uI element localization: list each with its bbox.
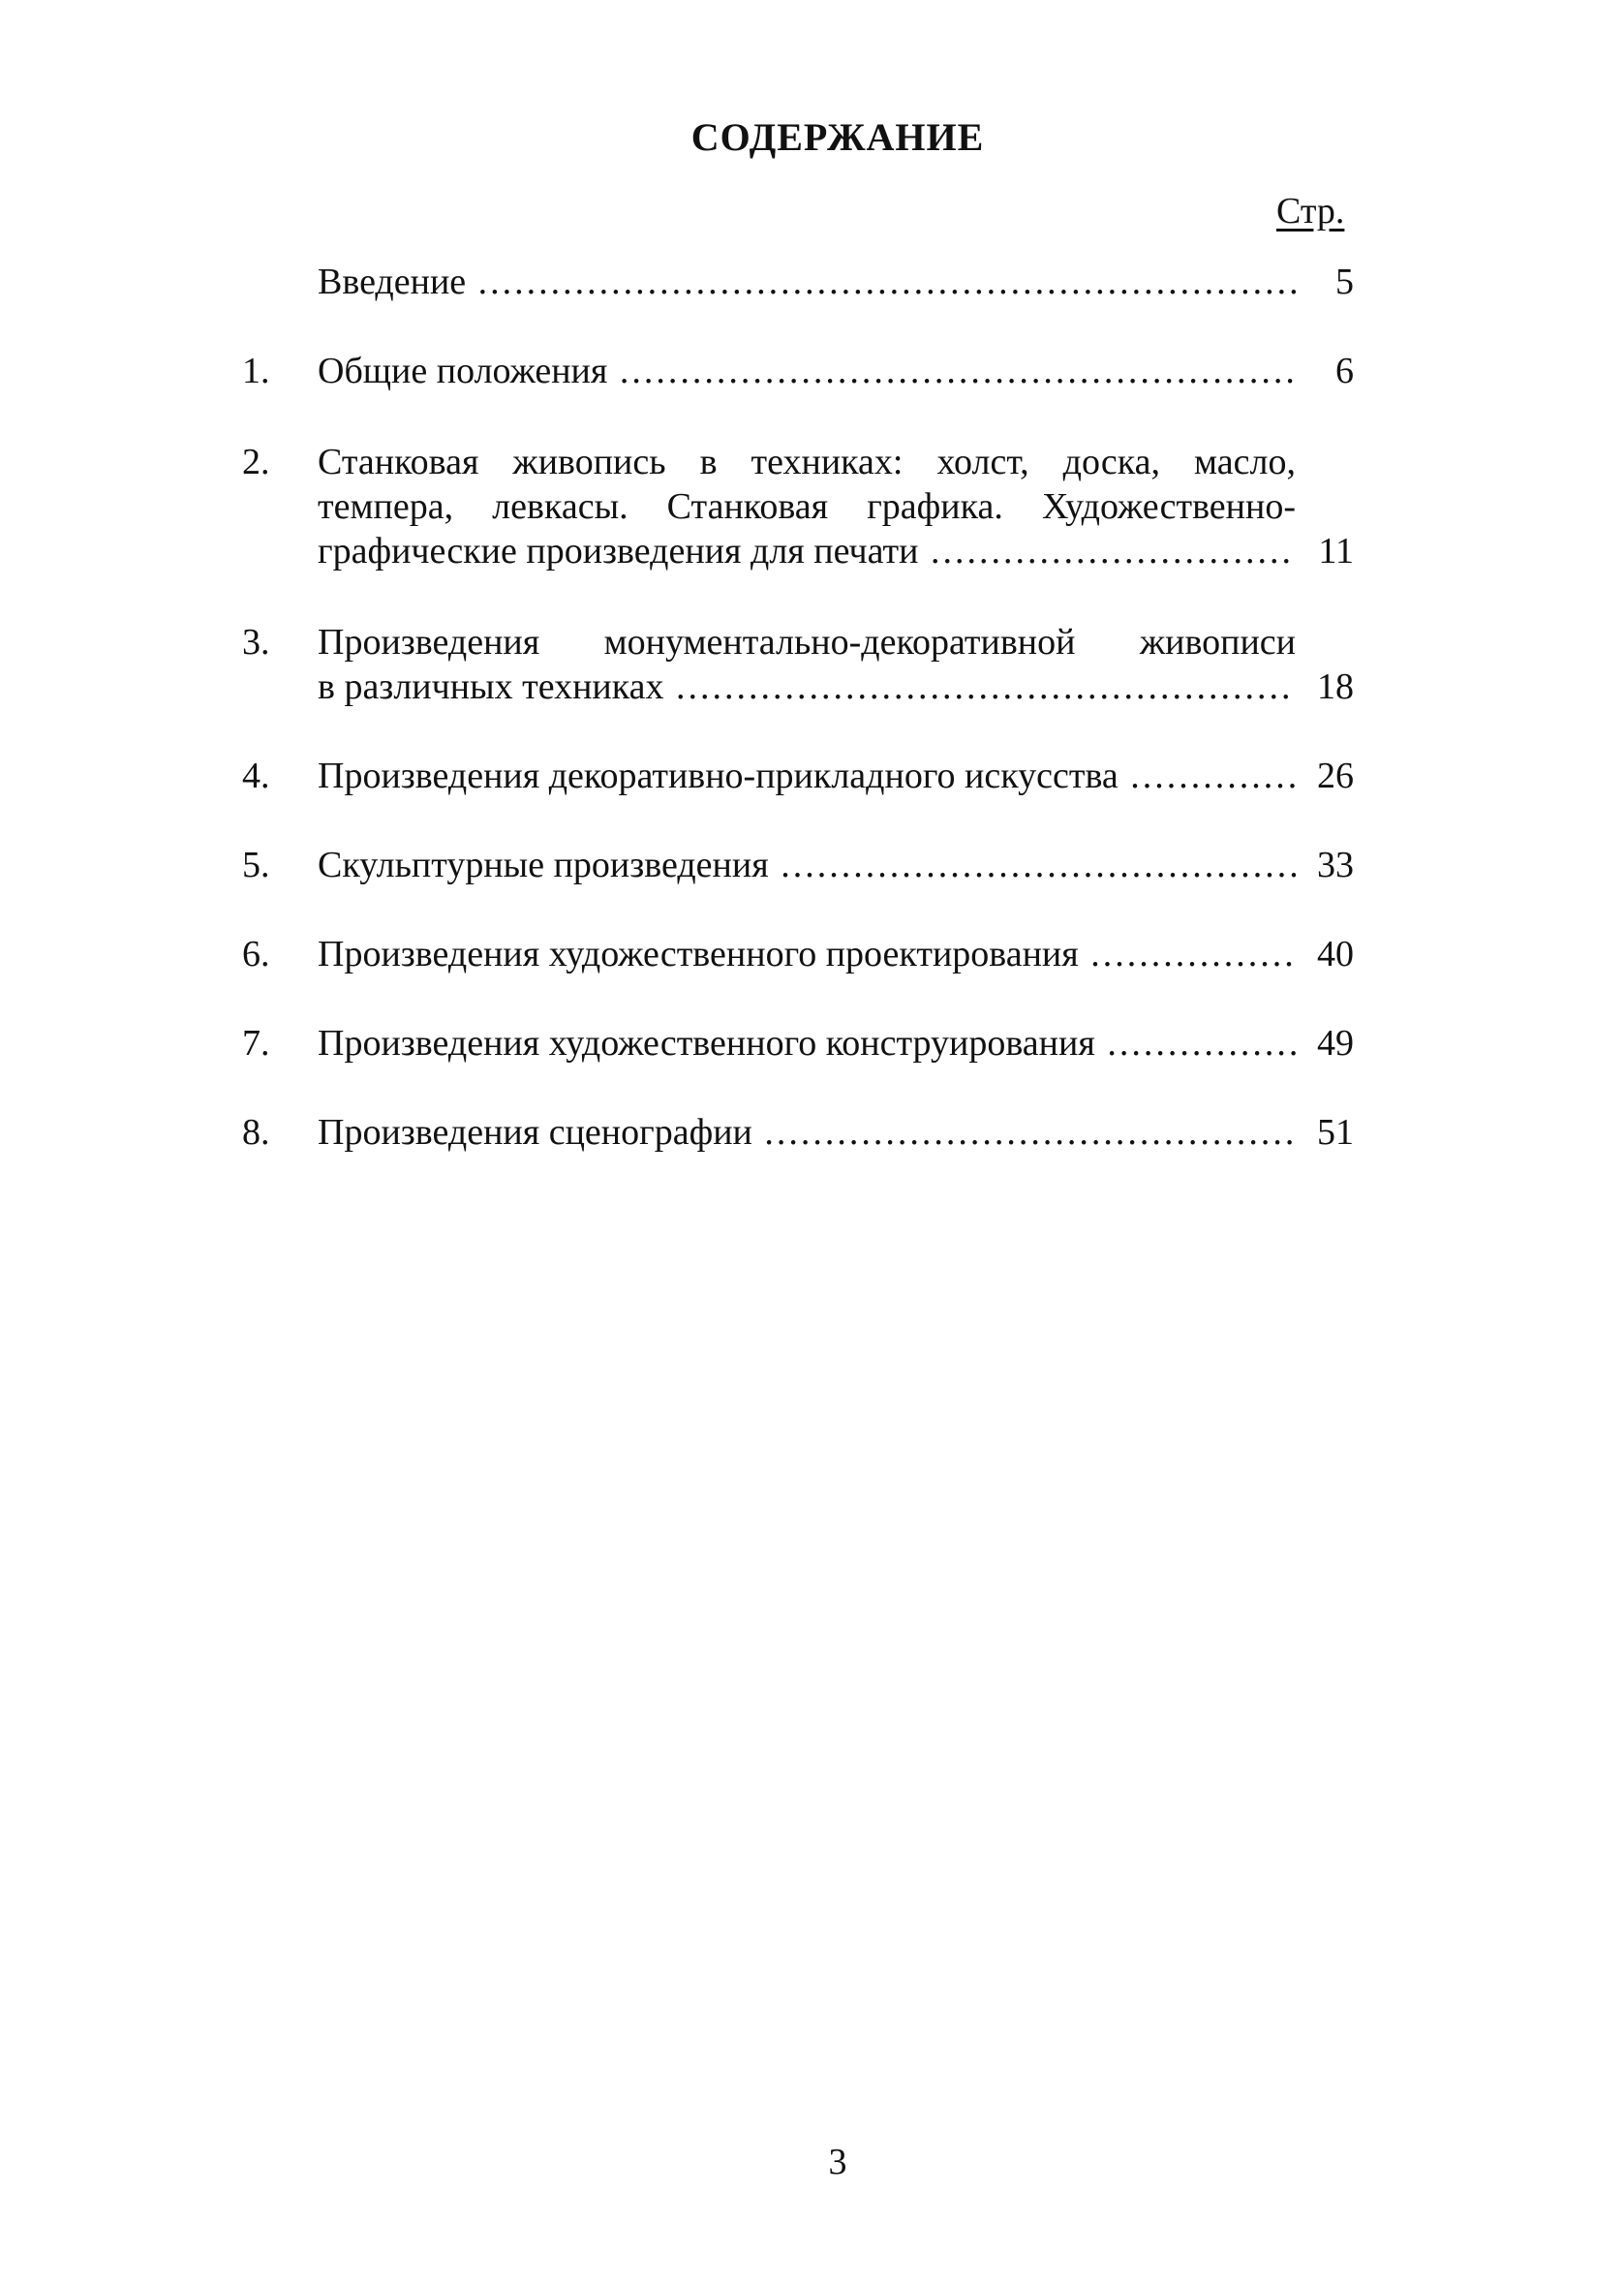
toc-entry-line: Станковая живопись в техниках: холст, доска, масло, — [318, 442, 1296, 482]
page-column-header: Стр. — [1276, 191, 1345, 232]
toc-entry-page: 51 — [1317, 1112, 1354, 1153]
toc-entry-number: 1. — [242, 351, 270, 391]
toc-entry-title — [318, 843, 1296, 887]
toc-entry-number: 6. — [242, 934, 270, 974]
toc-entry-number: 2. — [242, 442, 270, 482]
toc-entry-line: Произведения сценографии ..... — [318, 1110, 1296, 1155]
toc-entry-line: Общие положения ..... — [318, 349, 1296, 393]
toc-entry-page: 5 — [1335, 262, 1354, 302]
toc-entry-page: 6 — [1335, 351, 1354, 391]
page-title: СОДЕРЖАНИЕ — [690, 115, 985, 159]
toc-entry-number: 7. — [242, 1023, 270, 1064]
toc-entry-page: 33 — [1317, 845, 1354, 885]
toc-entry-title — [318, 1021, 1296, 1066]
toc-entry-title — [318, 754, 1296, 798]
toc-entry-title — [318, 440, 1296, 573]
toc-entry-line: Произведения художественного проектирования ..... — [318, 932, 1296, 976]
toc-entry-title — [318, 932, 1296, 976]
toc-entry-number: 3. — [242, 622, 270, 663]
toc-entry-title — [318, 349, 1296, 393]
toc-entry-line: Произведения декоративно-прикладного искусства ..... — [318, 754, 1296, 798]
page-number: 3 — [828, 2142, 847, 2182]
toc-entry-page: 11 — [1318, 531, 1354, 572]
toc-entry-title — [318, 1110, 1296, 1155]
toc-entry-title — [318, 260, 1296, 304]
toc-entry-page: 26 — [1317, 756, 1354, 796]
toc-entry-line: в различных техниках ..... — [318, 665, 1296, 709]
toc-entry-line: Произведения художественного конструирования ..... — [318, 1021, 1296, 1066]
toc-entry-line: Скульптурные произведения ..... — [318, 843, 1296, 887]
toc-entry-line: Произведения монументально-декоративной живописи — [318, 622, 1296, 663]
toc-entry-number: 8. — [242, 1112, 270, 1153]
toc-entry-page: 49 — [1317, 1023, 1354, 1064]
toc-entry-line: темпера, левкасы. Станковая графика. Художественно- — [318, 486, 1296, 527]
toc-entry-page: 40 — [1317, 934, 1354, 974]
toc-entry-line: Введение ..... — [318, 260, 1296, 304]
toc-entry-page: 18 — [1317, 666, 1354, 707]
toc-entry-line: графические произведения для печати ..... — [318, 529, 1296, 573]
toc-entry-title — [318, 620, 1296, 709]
toc-entry-number: 5. — [242, 845, 270, 885]
toc-entry-number: 4. — [242, 756, 270, 796]
